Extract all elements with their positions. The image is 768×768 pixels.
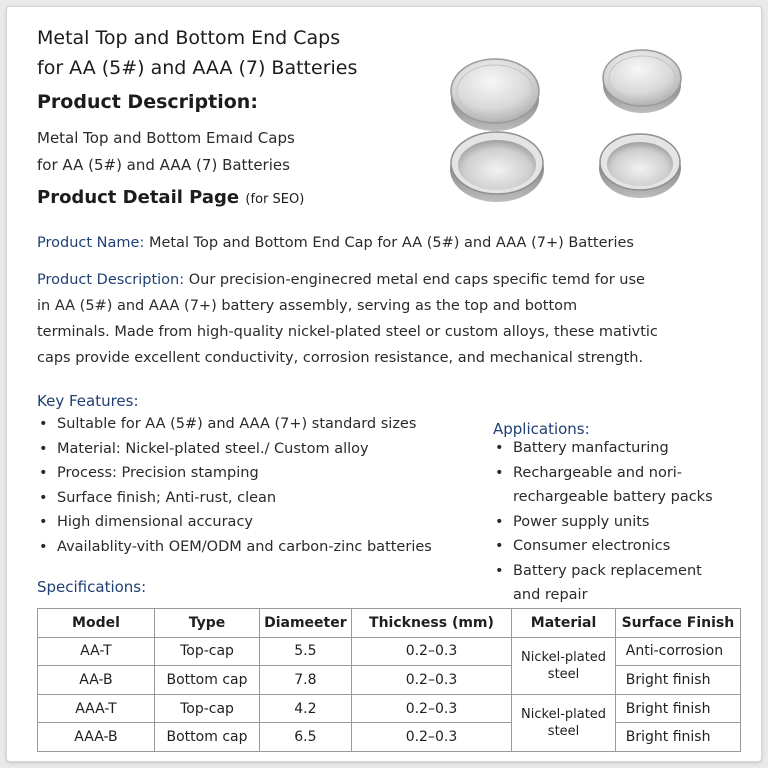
column-header: Thickness (mm): [351, 609, 512, 638]
product-sheet: [6, 6, 762, 762]
key-features-list: [37, 412, 432, 559]
product-desc-text-1: Our precision-enginecred metal end caps specific temd for use: [188, 272, 645, 288]
product-desc-line-3: terminals. Made from high-quality nickel-plated steel or custom alloys, these mativtic: [37, 324, 658, 340]
cell-thickness: 0.2–0.3: [351, 694, 512, 723]
list-item: • High dimensional accuracy: [37, 510, 432, 535]
product-desc-line-4: caps provide excellent conductivity, corrosion resistance, and mechanical strength.: [37, 350, 644, 366]
list-item-line: • Rechargeable and nori-: [513, 464, 683, 481]
end-caps-image: [437, 29, 717, 209]
column-header: Diameeter: [260, 609, 352, 638]
specifications-table: [37, 608, 741, 752]
cell-model: AA-B: [38, 666, 155, 695]
product-description: [37, 267, 737, 371]
product-desc-line-1: [37, 267, 737, 293]
aa-bottom-cap-icon: [450, 132, 544, 202]
cell-type: Bottom cap: [154, 666, 259, 695]
key-features-heading: Key Features:: [37, 392, 139, 410]
page-title: [37, 23, 357, 83]
cell-type: Top-cap: [154, 637, 259, 666]
title-line-2: for AA (5#) and AAA (7) Batteries: [37, 57, 358, 79]
column-header: Model: [38, 609, 155, 638]
cell-model: AAA-B: [38, 723, 155, 752]
column-header: Surface Finish: [615, 609, 740, 638]
cell-model: AAA-T: [38, 694, 155, 723]
list-item: • Sultable for AA (5#) and AAA (7+) standard sizes: [37, 412, 432, 437]
material-line-1: Nickel-plated: [521, 649, 607, 665]
cell-thickness: 0.2–0.3: [351, 723, 512, 752]
product-desc-line-2: in AA (5#) and AAA (7+) battery assembly, serving as the top and bottom: [37, 298, 578, 314]
cell-finish: Bright finish: [615, 666, 740, 695]
description-line-1: Metal Top and Bottom Emaıd Caps: [37, 129, 295, 147]
cell-diameter: 6.5: [260, 723, 352, 752]
cell-thickness: 0.2–0.3: [351, 637, 512, 666]
table-row: [38, 723, 741, 752]
specifications-heading: Specifications:: [37, 578, 147, 596]
list-item-line: and repair: [513, 587, 588, 603]
table-row: [38, 694, 741, 723]
applications-list: [493, 436, 713, 608]
cell-model: AA-T: [38, 637, 155, 666]
cell-type: Top-cap: [154, 694, 259, 723]
aaa-top-cap-icon: [603, 50, 681, 113]
detail-page-heading: [37, 187, 304, 208]
column-header: Type: [154, 609, 259, 638]
list-item: [493, 559, 713, 608]
cell-type: Bottom cap: [154, 723, 259, 752]
list-item-line: rechargeable battery packs: [513, 489, 713, 505]
column-header: Material: [512, 609, 615, 638]
product-description-text: [37, 125, 295, 179]
product-name-label: Product Name:: [37, 235, 145, 251]
cell-finish: Bright finish: [615, 723, 740, 752]
material-line-2: steel: [547, 666, 580, 682]
table-row: [38, 666, 741, 695]
list-item: [493, 461, 713, 510]
list-item: • Consumer electronics: [493, 534, 713, 559]
table-header-row: [38, 609, 741, 638]
cell-diameter: 4.2: [260, 694, 352, 723]
cell-finish: Anti-corrosion: [615, 637, 740, 666]
material-line-1: Nickel-plated: [521, 706, 607, 722]
product-desc-label: Product Description:: [37, 272, 185, 288]
list-item: • Surface finish; Anti-rust, clean: [37, 486, 432, 511]
aa-top-cap-icon: [451, 59, 539, 131]
product-name: [37, 235, 634, 251]
detail-page-note: (for SEO): [245, 192, 305, 207]
cell-material: [512, 694, 615, 751]
list-item-line: • Battery pack replacement: [513, 562, 702, 579]
applications-heading: Applications:: [493, 420, 590, 438]
cell-diameter: 5.5: [260, 637, 352, 666]
material-line-2: steel: [547, 723, 580, 739]
product-name-value: Metal Top and Bottom End Cap for AA (5#) and AAA (7+) Batteries: [148, 235, 634, 251]
title-line-1: Metal Top and Bottom End Caps: [37, 27, 341, 49]
list-item: • Availablity-vith OEM/ODM and carbon-zinc batteries: [37, 535, 432, 560]
list-item: • Material: Nickel-plated steel./ Custom alloy: [37, 437, 432, 462]
cell-material: [512, 637, 615, 694]
aaa-bottom-cap-icon: [599, 134, 681, 198]
product-description-heading: Product Description:: [37, 91, 258, 113]
table-row: [38, 637, 741, 666]
list-item: • Power supply units: [493, 510, 713, 535]
description-line-2: for AA (5#) and AAA (7) Batteries: [37, 156, 290, 174]
cell-diameter: 7.8: [260, 666, 352, 695]
cell-thickness: 0.2–0.3: [351, 666, 512, 695]
detail-page-title: Product Detail Page: [37, 187, 240, 208]
cell-finish: Bright finish: [615, 694, 740, 723]
list-item: • Process: Precision stamping: [37, 461, 432, 486]
list-item: • Battery manfacturing: [493, 436, 713, 461]
